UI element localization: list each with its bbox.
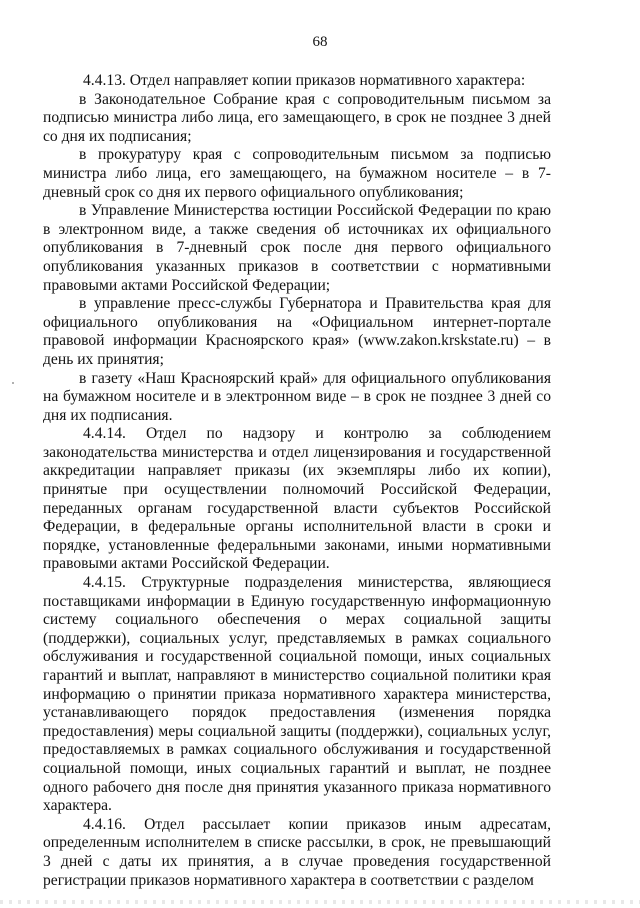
page-number: 68 bbox=[312, 34, 328, 50]
scan-bottom-edge bbox=[0, 900, 640, 904]
paragraph-newspaper: в газету «Наш Красноярский край» для официального опубликования на бумажном носителе и в электронном виде – в срок не позднее 3 дней со дня их подписания. bbox=[43, 369, 551, 424]
paragraph-4-4-14: 4.4.14. Отдел по надзору и контролю за соблюдением законодательства министерства и отдел лицензирования и государственной аккредитации направляет приказы (их экземпляры либо их копии), принятые при осуществлении полномочий Российской Федерации, переданных органам государственной власти субъектов Российской Федерации, в федеральные органы исполнительной власти в сроки и порядке, установленные федеральными законами, иными нормативными правовыми актами Российской Федерации. bbox=[43, 425, 551, 573]
paragraph-4-4-15: 4.4.15. Структурные подразделения министерства, являющиеся поставщиками информации в Единую государственную информационную систему социального обеспечения о мерах социальной защиты (поддержки), социальных услуг, представляемых в рамках социального обслуживания и государственной социальной помощи, иных социальных гарантий и выплат, направляют в министерство социальной политики края информацию о принятии приказа нормативного характера министерства, устанавливающего порядок предоставления (изменения порядка предоставления) меры социальной защиты (поддержки), социальных услуг, предоставляемых в рамках социального обслуживания и государственной социальной помощи, иных социальных гарантий и выплат, не позднее одного рабочего дня после дня принятия указанного приказа нормативного характера. bbox=[43, 574, 551, 815]
paragraph-4-4-16: 4.4.16. Отдел рассылает копии приказов иным адресатам, определенным исполнителем в списке рассылки, в срок, не превышающий 3 дней с даты их принятия, а в случае проведения государственной регистрации приказов нормативного характера в соответствии с разделом bbox=[43, 815, 551, 889]
scan-margin-mark bbox=[12, 382, 14, 384]
paragraph-prosecutor-office: в прокуратуру края с сопроводительным письмом за подписью министра либо лица, его замещающего, на бумажном носителе – в 7-дневный срок со дня их первого официального опубликования; bbox=[43, 146, 551, 201]
paragraph-legislative-assembly: в Законодательное Собрание края с сопроводительным письмом за подписью министра либо лица, его замещающего, в срок не позднее 3 дней со дня их подписания; bbox=[43, 90, 551, 145]
document-body bbox=[43, 72, 551, 890]
paragraph-4-4-13: 4.4.13. Отдел направляет копии приказов нормативного характера: bbox=[83, 72, 526, 89]
paragraph-press-service: в управление пресс-службы Губернатора и Правительства края для официального опубликования на «Официальном интернет-портале правовой информации Красноярского края» (www.zakon.krskstate.ru) – в день их принятия; bbox=[43, 295, 551, 368]
paragraph-ministry-of-justice: в Управление Министерства юстиции Российской Федерации по краю в электронном виде, а также сведения об источниках их официального опубликования в 7-дневный срок после дня первого официального опубликования указанных приказов в соответствии с нормативными правовыми актами Российской Федерации; bbox=[43, 202, 551, 294]
